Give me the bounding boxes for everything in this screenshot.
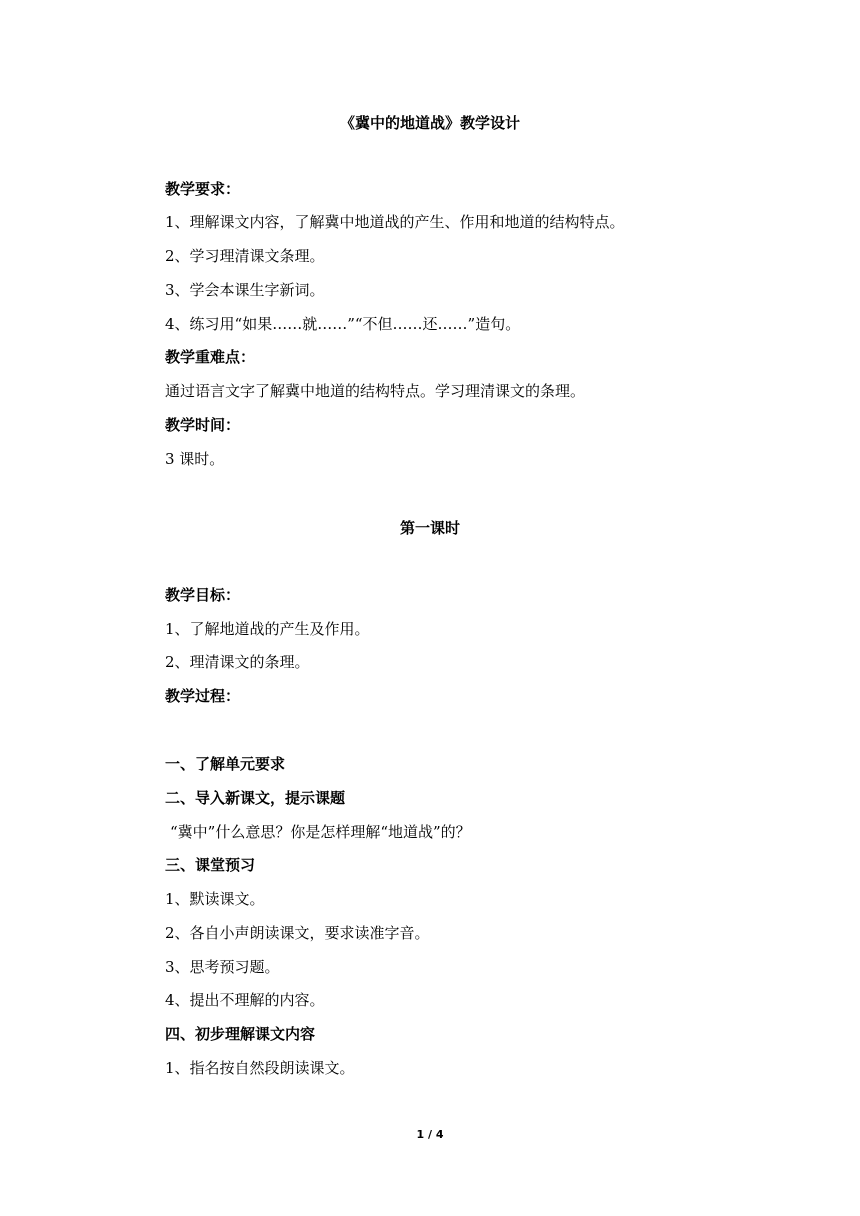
- goal-item: 2、理清课文的条理。: [165, 653, 310, 671]
- step4-item: 1、指名按自然段朗读课文。: [165, 1059, 355, 1077]
- difficulty-text: 通过语言文字了解冀中地道的结构特点。学习理清课文的条理。: [165, 382, 586, 400]
- step4-heading: 四、初步理解课文内容: [165, 1025, 316, 1043]
- document-title: 《冀中的地道战》教学设计: [339, 114, 520, 132]
- step3-item: 3、思考预习题。: [165, 958, 280, 976]
- step3-heading: 三、课堂预习: [165, 856, 256, 874]
- step2-text: “冀中”什么意思？你是怎样理解“地道战”的？: [170, 823, 471, 841]
- lesson-title: 第一课时: [399, 519, 460, 537]
- requirement-item: 4、练习用“如果……就……”“不但……还……”造句。: [165, 315, 521, 333]
- step1-heading: 一、了解单元要求: [165, 755, 286, 773]
- step3-item: 1、默读课文。: [165, 890, 265, 908]
- requirement-item: 3、学会本课生字新词。: [165, 281, 325, 299]
- requirements-heading: 教学要求：: [165, 180, 241, 198]
- time-text: 3 课时。: [165, 450, 225, 468]
- step2-heading: 二、导入新课文，提示课题: [165, 789, 346, 807]
- time-heading: 教学时间：: [165, 416, 241, 434]
- process-heading: 教学过程：: [165, 687, 241, 705]
- step3-item: 4、提出不理解的内容。: [165, 991, 325, 1009]
- requirement-item: 1、理解课文内容，了解冀中地道战的产生、作用和地道的结构特点。: [165, 213, 625, 231]
- difficulty-heading: 教学重难点：: [165, 348, 256, 366]
- requirement-item: 2、学习理清课文条理。: [165, 247, 325, 265]
- page-number: 1 / 4: [416, 1128, 444, 1141]
- goals-heading: 教学目标：: [165, 586, 241, 604]
- goal-item: 1、了解地道战的产生及作用。: [165, 620, 370, 638]
- step3-item: 2、各自小声朗读课文，要求读准字音。: [165, 924, 430, 942]
